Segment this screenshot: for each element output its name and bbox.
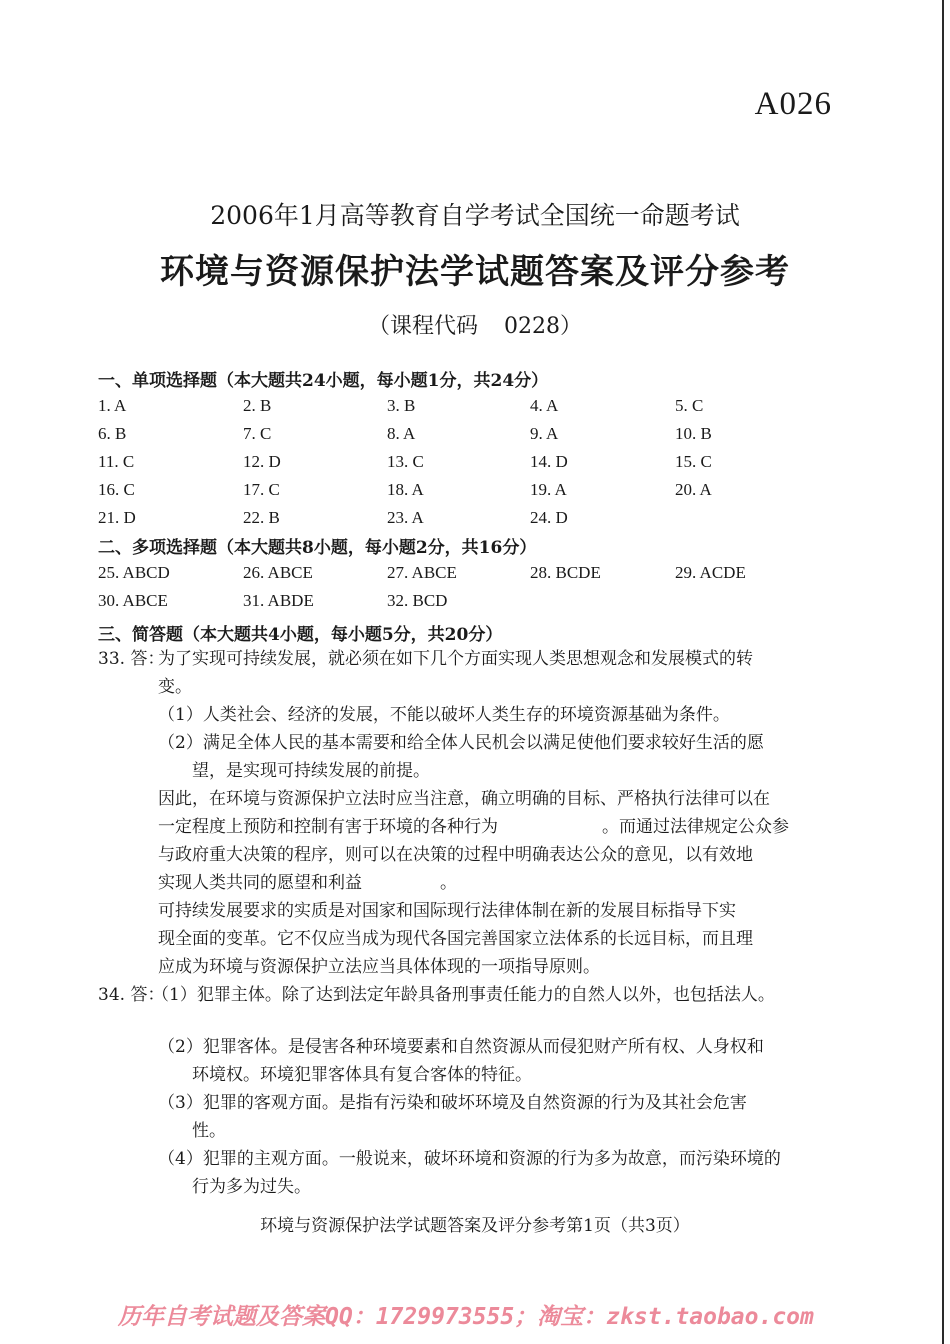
q34-label: 34. 答： (98, 985, 165, 1005)
answer-item: 12. D (243, 452, 281, 471)
answer-item: 14. D (530, 452, 568, 471)
q33-point: （2）满足全体人民的基本需要和给全体人民机会以满足使他们要求较好生活的愿 (158, 733, 764, 753)
answer-item: 1. A (98, 396, 127, 415)
course-code (0, 309, 950, 340)
answer-item: 15. C (675, 452, 712, 471)
answer-item: 22. B (243, 508, 280, 527)
answer-item: 2. B (243, 396, 272, 415)
q33-line: 。 (440, 873, 457, 893)
answer-item: 25. ABCD (98, 563, 170, 582)
q33-label: 33. 答： (98, 649, 165, 669)
q33-point-cont: 望，是实现可持续发展的前提。 (192, 761, 430, 781)
answer-item: 6. B (98, 424, 127, 443)
q34-point-cont: 环境权。环境犯罪客体具有复合客体的特征。 (192, 1065, 532, 1085)
answer-item: 3. B (387, 396, 416, 415)
answer-item: 11. C (98, 452, 135, 471)
exam-title: 2006年1月高等教育自学考试全国统一命题考试 (210, 201, 740, 230)
answer-item: 24. D (530, 508, 568, 527)
course-code-label: （课程代码 (367, 314, 478, 339)
q33-line: 一定程度上预防和控制有害于环境的各种行为 (158, 817, 498, 837)
document-code: A026 (754, 86, 832, 122)
q34-point-cont: 性。 (192, 1121, 226, 1141)
q33-line: 现全面的变革。它不仅应当成为现代各国完善国家立法体系的长远目标，而且理 (158, 929, 753, 949)
q34-point: （1）犯罪主体。除了达到法定年龄具备刑事责任能力的自然人以外，也包括法人。 (152, 985, 775, 1005)
single-choice-answers (98, 392, 818, 532)
q33-line: 应成为环境与资源保护立法应当具体体现的一项指导原则。 (158, 957, 600, 977)
answer-item: 18. A (387, 480, 424, 499)
answer-item: 31. ABDE (243, 591, 314, 610)
answer-item: 4. A (530, 396, 559, 415)
answer-item: 27. ABCE (387, 563, 457, 582)
section-heading-multi-choice: 二、多项选择题（本大题共8小题，每小题2分，共16分） (98, 538, 537, 558)
q33-point: （1）人类社会、经济的发展，不能以破坏人类生存的环境资源基础为条件。 (158, 705, 730, 725)
section-heading-short-answer: 三、简答题（本大题共4小题，每小题5分，共20分） (98, 625, 503, 645)
page-footer: 环境与资源保护法学试题答案及评分参考第1页（共3页） (260, 1216, 690, 1236)
main-title: 环境与资源保护法学试题答案及评分参考 (160, 252, 790, 292)
answer-item: 17. C (243, 480, 280, 499)
answer-item: 23. A (387, 508, 424, 527)
q33-line: 与政府重大决策的程序，则可以在决策的过程中明确表达公众的意见，以有效地 (158, 845, 753, 865)
q34-point: （2）犯罪客体。是侵害各种环境要素和自然资源从而侵犯财产所有权、人身权和 (158, 1037, 764, 1057)
answer-item: 32. BCD (387, 591, 448, 610)
answer-item: 13. C (387, 452, 424, 471)
answer-item: 28. BCDE (530, 563, 601, 582)
course-code-number: 0228） (504, 314, 582, 339)
answer-item: 10. B (675, 424, 712, 443)
answer-item: 7. C (243, 424, 272, 443)
multi-choice-answers (98, 559, 818, 615)
answer-item: 29. ACDE (675, 563, 746, 582)
answer-item: 9. A (530, 424, 559, 443)
answer-item: 26. ABCE (243, 563, 313, 582)
q33-line: 变。 (158, 677, 192, 697)
answer-item: 20. A (675, 480, 712, 499)
answer-item: 5. C (675, 396, 704, 415)
q33-line: 为了实现可持续发展，就必须在如下几个方面实现人类思想观念和发展模式的转 (158, 649, 753, 669)
answer-item: 19. A (530, 480, 567, 499)
q33-line: 因此，在环境与资源保护立法时应当注意，确立明确的目标、严格执行法律可以在 (158, 789, 770, 809)
answer-item: 16. C (98, 480, 135, 499)
q33-line: 实现人类共同的愿望和利益 (158, 873, 362, 893)
watermark-text: 历年自考试题及答案QQ：1729973555；淘宝：zkst.taobao.com (118, 1304, 814, 1330)
q33-line: 可持续发展要求的实质是对国家和国际现行法律体制在新的发展目标指导下实 (158, 901, 736, 921)
q34-point: （4）犯罪的主观方面。一般说来，破坏环境和资源的行为多为故意，而污染环境的 (158, 1149, 781, 1169)
q33-line: 。而通过法律规定公众参 (602, 817, 789, 837)
answer-item: 8. A (387, 424, 416, 443)
section-heading-single-choice: 一、单项选择题（本大题共24小题，每小题1分，共24分） (98, 371, 549, 391)
answer-item: 21. D (98, 508, 136, 527)
q34-point: （3）犯罪的客观方面。是指有污染和破坏环境及自然资源的行为及其社会危害 (158, 1093, 747, 1113)
q34-point-cont: 行为多为过失。 (192, 1177, 311, 1197)
answer-item: 30. ABCE (98, 591, 168, 610)
